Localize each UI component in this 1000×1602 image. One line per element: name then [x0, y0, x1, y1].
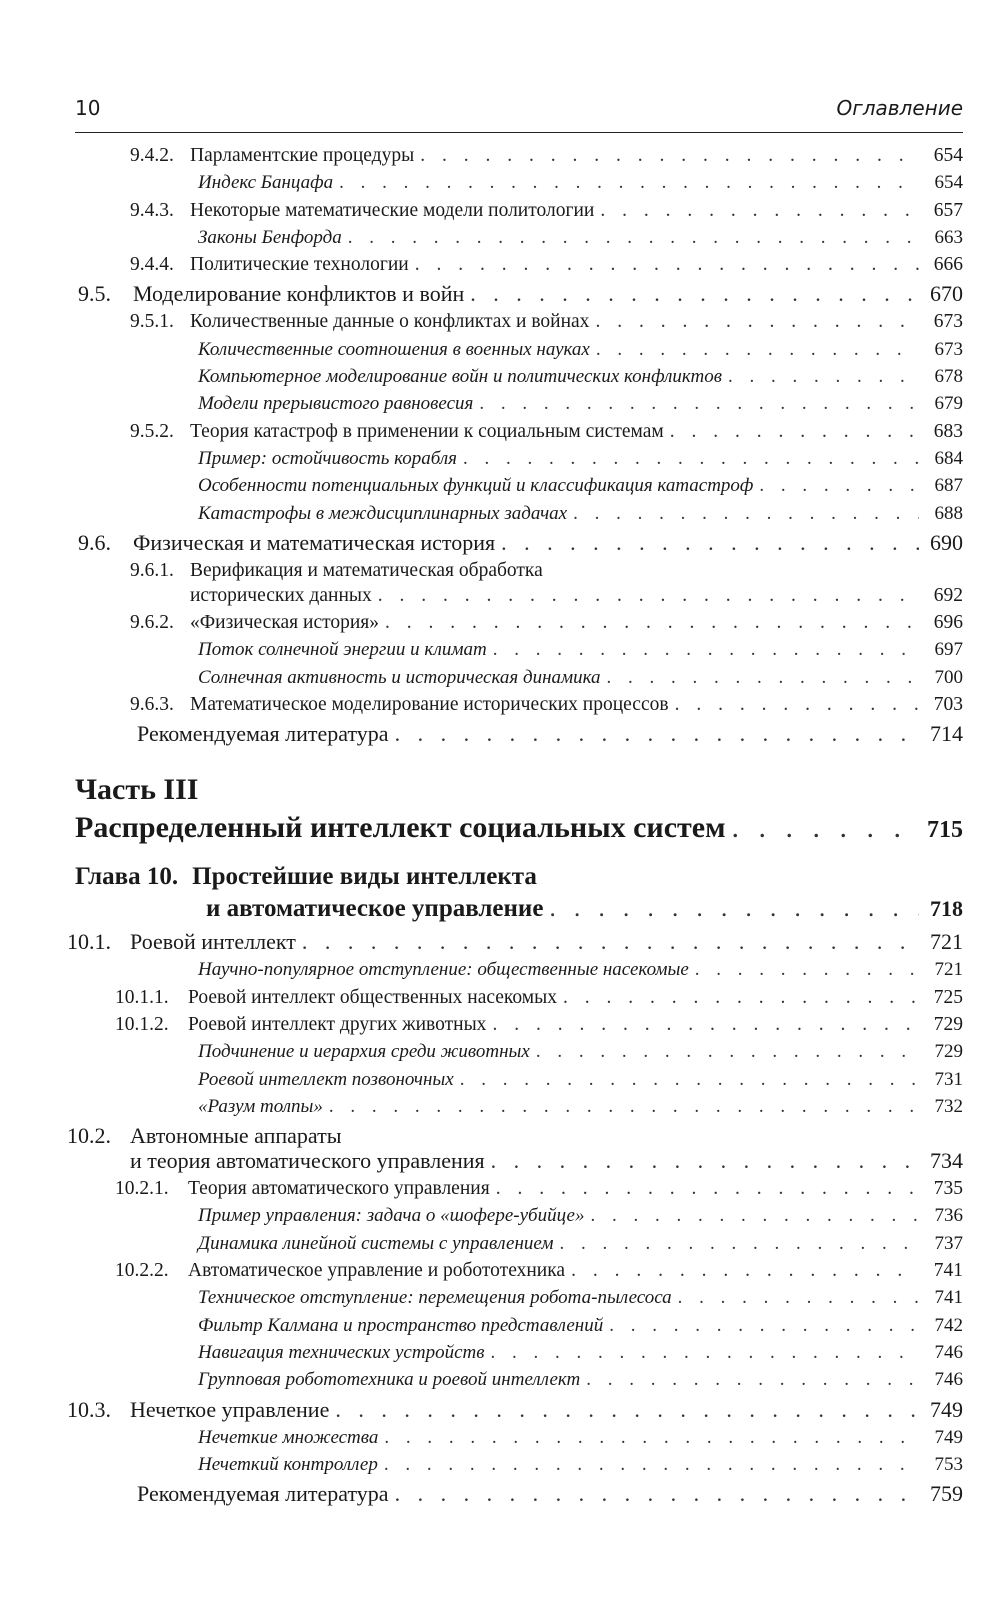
dot-leader [385, 612, 919, 634]
dot-leader [559, 1233, 919, 1255]
toc-entry-title: «Физическая история» [190, 612, 380, 634]
dot-leader [609, 1315, 919, 1337]
toc-entry-page: 734 [930, 1148, 963, 1174]
dot-leader [759, 475, 919, 497]
toc-entry [75, 667, 963, 694]
toc-entry [75, 1096, 963, 1123]
toc-entry-page: 741 [933, 1260, 963, 1282]
toc-entry [75, 1233, 963, 1260]
toc-entry-title: Роевой интеллект позвоночных [198, 1068, 454, 1090]
toc-entry-page: 746 [934, 1341, 963, 1363]
toc-entry [75, 1069, 963, 1096]
toc-entry-title: Модели прерывистого равновесия [198, 393, 474, 415]
toc-entry-title: Теория катастроф в применении к социальным системам [190, 420, 664, 442]
toc-entry-title: Автоматическое управление и робототехника [188, 1260, 566, 1282]
toc-entry [75, 694, 963, 721]
toc-entry-title: Навигация технических устройств [198, 1341, 485, 1363]
toc-entry [75, 421, 963, 448]
dot-leader [479, 393, 919, 415]
toc-entry-title: Индекс Банцафа [198, 172, 334, 194]
toc-entry-title: Законы Бенфорда [198, 226, 342, 248]
toc-entry-title: Количественные данные о конфликтах и войнах [190, 311, 590, 333]
toc-entry-page: 714 [930, 721, 963, 747]
toc-entry-page: 759 [930, 1481, 963, 1507]
running-title: Оглавление [836, 96, 963, 120]
toc-entry-page: 721 [934, 959, 963, 981]
toc-entry [75, 1454, 963, 1481]
dot-leader [492, 1014, 919, 1036]
toc-entry [75, 503, 963, 530]
toc-entry-title: Поток солнечной энергии и климат [198, 639, 487, 661]
toc-entry-title: Катастрофы в междисциплинарных задачах [198, 502, 568, 524]
toc-entry-page: 688 [934, 502, 963, 524]
dot-leader [378, 585, 919, 607]
dot-leader [675, 694, 919, 716]
toc-entry-page: 749 [934, 1426, 963, 1448]
toc-entry [75, 145, 963, 172]
toc-entry-title: и теория автоматического управления [130, 1148, 485, 1174]
toc-entry-title: Нечеткий контроллер [198, 1453, 378, 1475]
toc-entry [75, 1205, 963, 1232]
toc-entry [75, 227, 963, 254]
toc-entry-page: 732 [934, 1095, 963, 1117]
dot-leader [563, 987, 919, 1009]
dot-leader [496, 1178, 919, 1200]
toc-entry-number: 9.5. [78, 281, 111, 307]
dot-leader [571, 1260, 919, 1282]
dot-leader [549, 895, 919, 923]
toc-entry-page: 654 [934, 172, 963, 194]
toc-entry-title: Парламентские процедуры [190, 145, 415, 166]
toc-entry-number: 9.5.2. [130, 420, 174, 442]
toc-entry-page: 673 [933, 311, 963, 333]
dot-leader [395, 1481, 919, 1507]
part-label [75, 773, 963, 811]
dot-leader [491, 1148, 919, 1174]
toc-entry [75, 172, 963, 199]
dot-leader [591, 1205, 920, 1227]
toc-entry [75, 560, 963, 585]
toc-entry [67, 1396, 963, 1427]
toc-entry-page: 729 [934, 1041, 963, 1063]
part-title-text: Распределенный интеллект социальных систем [75, 811, 726, 845]
toc-entry-title: Моделирование конфликтов и войн [133, 281, 465, 307]
part-label-text: Часть III [75, 773, 199, 807]
toc-entry-title: Нечеткие множества [198, 1426, 379, 1448]
dot-leader [501, 530, 919, 556]
dot-leader [595, 311, 919, 333]
toc-entry [75, 721, 963, 751]
toc-entry-page: 673 [934, 338, 963, 360]
toc-entry-title: Некоторые математические модели политологии [190, 199, 595, 221]
toc-entry-page: 731 [934, 1068, 963, 1090]
toc-entry [75, 311, 963, 338]
toc-entry-title: Математическое моделирование исторических процессов [190, 694, 669, 716]
dot-leader [732, 811, 919, 845]
dot-leader [463, 448, 919, 470]
header-rule [75, 132, 963, 133]
toc-entry [75, 200, 963, 227]
toc-entry-page: 703 [933, 694, 963, 716]
toc-entry-page: 749 [930, 1396, 963, 1422]
toc-entry [75, 1014, 963, 1041]
dot-leader [493, 639, 919, 661]
toc-entry-page: 690 [930, 529, 963, 555]
toc-entry [75, 1260, 963, 1287]
toc-entry-title: Физическая и математическая история [133, 529, 496, 555]
toc-entry [75, 393, 963, 420]
toc-entry-page: 742 [934, 1314, 963, 1336]
toc-entry-number: 9.6.2. [130, 612, 174, 634]
toc-entry-number: 10.1.2. [115, 1013, 169, 1035]
toc-entry-title: Фильтр Калмана и пространство представлений [198, 1314, 604, 1336]
toc-entry-title: Техническое отступление: перемещения робота-пылесоса [198, 1287, 672, 1309]
toc-entry-page: 684 [934, 447, 963, 469]
dot-leader [573, 503, 919, 525]
dot-leader [302, 929, 919, 955]
toc-entry [75, 585, 963, 612]
dot-leader [348, 227, 919, 249]
toc-entry-page: 721 [930, 929, 963, 955]
toc-entry [75, 1315, 963, 1342]
toc-entry [75, 1287, 963, 1314]
spacer [75, 751, 963, 773]
toc-entry [75, 475, 963, 502]
toc-entry [75, 254, 963, 281]
toc-entry-page: 753 [934, 1453, 963, 1475]
toc-entry-page: 666 [933, 254, 963, 276]
toc-entry-number: 9.6.1. [130, 559, 174, 581]
toc-entry [75, 959, 963, 986]
toc-entry-title: Рекомендуемая литература [137, 1481, 389, 1507]
toc-entry-page: 700 [934, 666, 963, 688]
dot-leader [678, 1287, 919, 1309]
toc-entry-title: Групповая робототехника и роевой интеллект [198, 1369, 581, 1391]
toc-entry [75, 530, 963, 560]
chapter-title-line1: Простейшие виды интеллекта [192, 863, 537, 891]
toc-entry-number: 10.2. [67, 1123, 111, 1149]
dot-leader [339, 172, 919, 194]
toc-entry-title: Роевой интеллект других животных [188, 1013, 487, 1035]
toc-entry-number: 9.6. [78, 529, 111, 555]
toc-entry [75, 448, 963, 475]
toc-entry [67, 929, 963, 959]
dot-leader [586, 1369, 919, 1391]
toc-entry-page: 654 [933, 145, 963, 166]
dot-leader [415, 254, 919, 276]
part-title [75, 811, 963, 849]
toc-entry-number: 9.6.3. [130, 694, 174, 716]
toc-entry-title: «Разум толпы» [198, 1095, 323, 1117]
dot-leader [384, 1427, 919, 1449]
toc-entry-number: 10.3. [67, 1396, 111, 1422]
toc-entry [75, 1481, 963, 1511]
part-page: 715 [927, 817, 963, 844]
toc-entry-page: 678 [934, 366, 963, 388]
chapter-label: Глава 10. [75, 863, 179, 891]
toc-entry-page: 657 [933, 199, 963, 221]
dot-leader [600, 200, 919, 222]
toc-entry [75, 1041, 963, 1068]
toc-entry [75, 1369, 963, 1396]
toc-entry [75, 1342, 963, 1369]
dot-leader [420, 145, 919, 167]
table-of-contents [67, 145, 963, 1511]
chapter-heading [75, 863, 963, 895]
toc-entry-title: Политические технологии [190, 254, 409, 276]
toc-entry-title: Солнечная активность и историческая динамика [198, 666, 601, 688]
toc-entry [75, 612, 963, 639]
dot-leader [490, 1342, 919, 1364]
toc-entry-page: 663 [934, 226, 963, 248]
spacer [75, 849, 963, 863]
dot-leader [395, 721, 919, 747]
dot-leader [536, 1041, 919, 1063]
toc-entry-page: 725 [933, 986, 963, 1008]
toc-entry-page: 746 [934, 1369, 963, 1391]
toc-entry-number: 9.4.4. [130, 254, 174, 276]
toc-entry [75, 281, 963, 311]
toc-entry-number: 10.1. [67, 929, 111, 955]
toc-entry-title: Пример: остойчивость корабля [198, 447, 457, 469]
toc-entry-title: исторических данных [190, 584, 372, 606]
toc-entry-title: Нечеткое управление [130, 1396, 330, 1422]
toc-entry-page: 741 [934, 1287, 963, 1309]
toc-entry-title: Научно-популярное отступление: общественные насекомые [198, 959, 689, 981]
toc-entry [75, 1148, 963, 1178]
toc-entry-title: Автономные аппараты [130, 1123, 342, 1149]
dot-leader [329, 1096, 919, 1118]
dot-leader [607, 667, 919, 689]
toc-entry [75, 987, 963, 1014]
toc-entry-number: 9.4.2. [130, 145, 174, 166]
toc-entry-page: 683 [933, 420, 963, 442]
toc-entry-title: Динамика линейной системы с управлением [198, 1232, 554, 1254]
toc-entry-page: 696 [933, 612, 963, 634]
toc-entry-page: 736 [934, 1205, 963, 1227]
dot-leader [695, 959, 919, 981]
toc-entry-title: Пример управления: задача о «шофере-убийце» [198, 1205, 585, 1227]
toc-entry [75, 639, 963, 666]
dot-leader [460, 1069, 919, 1091]
toc-entry [75, 1178, 963, 1205]
toc-entry-title: Подчинение и иерархия среди животных [198, 1041, 530, 1063]
toc-entry-page: 670 [930, 281, 963, 307]
toc-entry-page: 737 [934, 1232, 963, 1254]
toc-entry-title: Количественные соотношения в военных науках [198, 338, 590, 360]
dot-leader [384, 1454, 919, 1476]
page-number: 10 [75, 96, 101, 120]
toc-entry-page: 679 [934, 393, 963, 415]
toc-entry-title: Особенности потенциальных функций и классификация катастроф [198, 475, 754, 497]
dot-leader [470, 281, 919, 307]
toc-entry-page: 687 [934, 475, 963, 497]
dot-leader [335, 1397, 919, 1423]
dot-leader [670, 421, 919, 443]
toc-entry-number: 10.2.2. [115, 1260, 169, 1282]
running-head [75, 96, 963, 120]
toc-entry-title: Теория автоматического управления [188, 1178, 490, 1200]
toc-entry-title: Верификация и математическая обработка [190, 559, 543, 581]
toc-entry-number: 9.4.3. [130, 199, 174, 221]
toc-entry-page: 735 [933, 1178, 963, 1200]
toc-entry [75, 366, 963, 393]
toc-entry-number: 10.1.1. [115, 986, 169, 1008]
chapter-page: 718 [930, 896, 963, 922]
toc-entry [67, 1123, 963, 1149]
dot-leader [596, 339, 919, 361]
dot-leader [728, 366, 919, 388]
toc-entry-title: Компьютерное моделирование войн и политических конфликтов [198, 366, 722, 388]
toc-entry-page: 729 [933, 1013, 963, 1035]
toc-entry-page: 697 [934, 639, 963, 661]
toc-entry-title: Рекомендуемая литература [137, 721, 389, 747]
toc-entry-number: 9.5.1. [130, 311, 174, 333]
chapter-title-line2: и автоматическое управление [206, 895, 544, 923]
toc-entry-title: Роевой интеллект [130, 929, 296, 955]
toc-entry-number: 10.2.1. [115, 1178, 169, 1200]
toc-entry [75, 339, 963, 366]
toc-entry-page: 692 [933, 584, 963, 606]
chapter-heading-continued [75, 895, 963, 927]
toc-entry-title: Роевой интеллект общественных насекомых [188, 986, 557, 1008]
toc-entry [75, 1427, 963, 1454]
